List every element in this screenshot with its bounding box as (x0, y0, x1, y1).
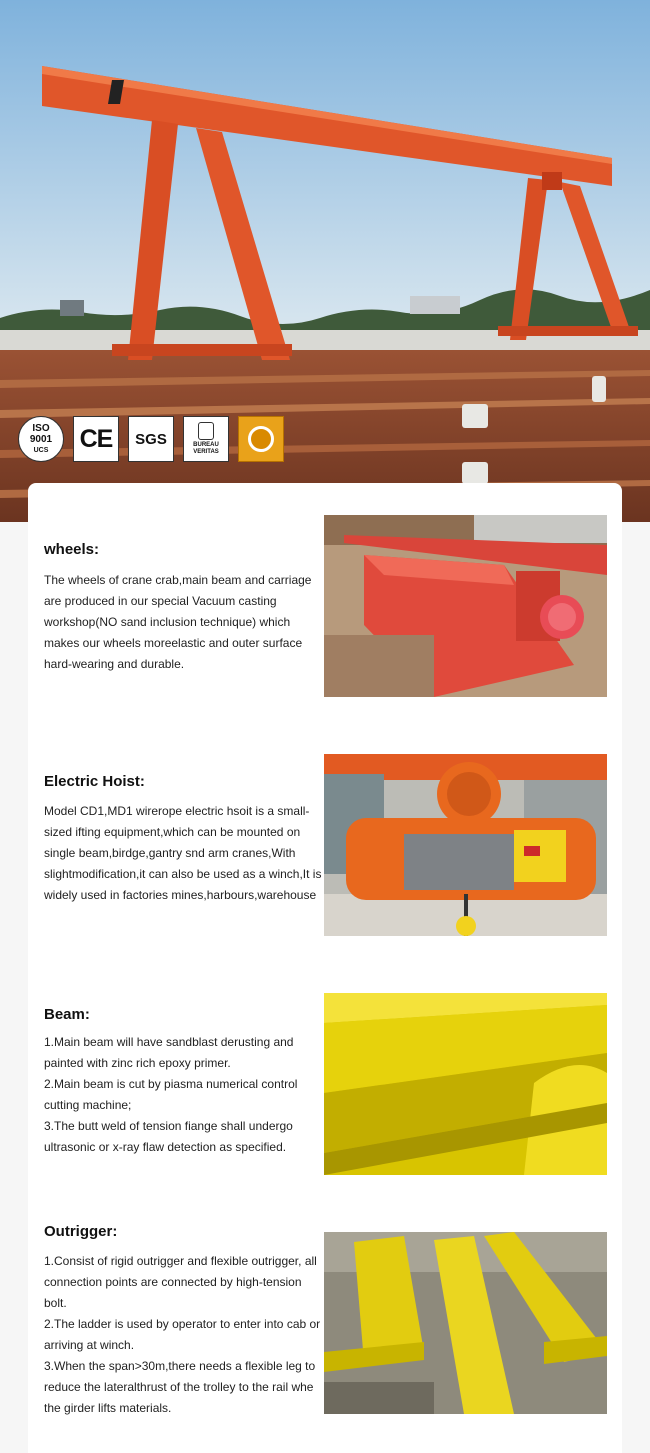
section-body: 1.Main beam will have sandblast derusting and painted with zinc rich epoxy primer. 2.Main beam is cut by piasma numerical control cutting machine; 3.The butt weld of tension fiange shall undergo ultrasonic or x-ray flaw detection as specified. (44, 1035, 298, 1154)
section-title: wheels: (44, 541, 100, 558)
electric-hoist-photo (324, 754, 607, 936)
crane-end-carriage-photo (324, 515, 607, 697)
section-title: Electric Hoist: (44, 773, 145, 790)
certification-badges (18, 416, 284, 462)
iso-9001-badge: ISO 9001 UCS (18, 416, 64, 462)
ce-mark: CE (73, 416, 119, 462)
section-body: 1.Consist of rigid outrigger and flexible outrigger, all connection points are connected by high-tension bolt. 2.The ladder is used by operator to enter into cab or arriving at winch. 3.When the span>30m,there needs a flexible leg to reduce the lateralthrust of the trolley to the rail whe the girder lifts materials. (44, 1254, 321, 1415)
hero-banner (0, 0, 650, 522)
section-outrigger (28, 1223, 622, 1422)
section-body: Model CD1,MD1 wirerope electric hsoit is a small-sized ifting equipment,which can be mounted on single beam,birdge,gantry snd arm cranes,With slightmodification,it can also be used as a winch,It is widely used in factories mines,harbours,warehouse (44, 804, 322, 902)
section-title: Outrigger: (44, 1223, 118, 1240)
outrigger-photo (324, 1232, 607, 1414)
section-beam (28, 993, 622, 1183)
section-wheels (28, 515, 622, 705)
bureau-veritas-badge: BUREAU VERITAS (183, 416, 229, 462)
gold-emblem-icon (238, 416, 284, 462)
sgs-badge: SGS (128, 416, 174, 462)
section-body: The wheels of crane crab,main beam and carriage are produced in our special Vacuum casting workshop(NO sand inclusion technique) which makes our wheels moreelastic and outer surface hard-wearing and durable. (44, 573, 312, 671)
section-electric-hoist (28, 754, 622, 944)
section-title: Beam: (44, 1006, 90, 1023)
yellow-beam-photo (324, 993, 607, 1175)
